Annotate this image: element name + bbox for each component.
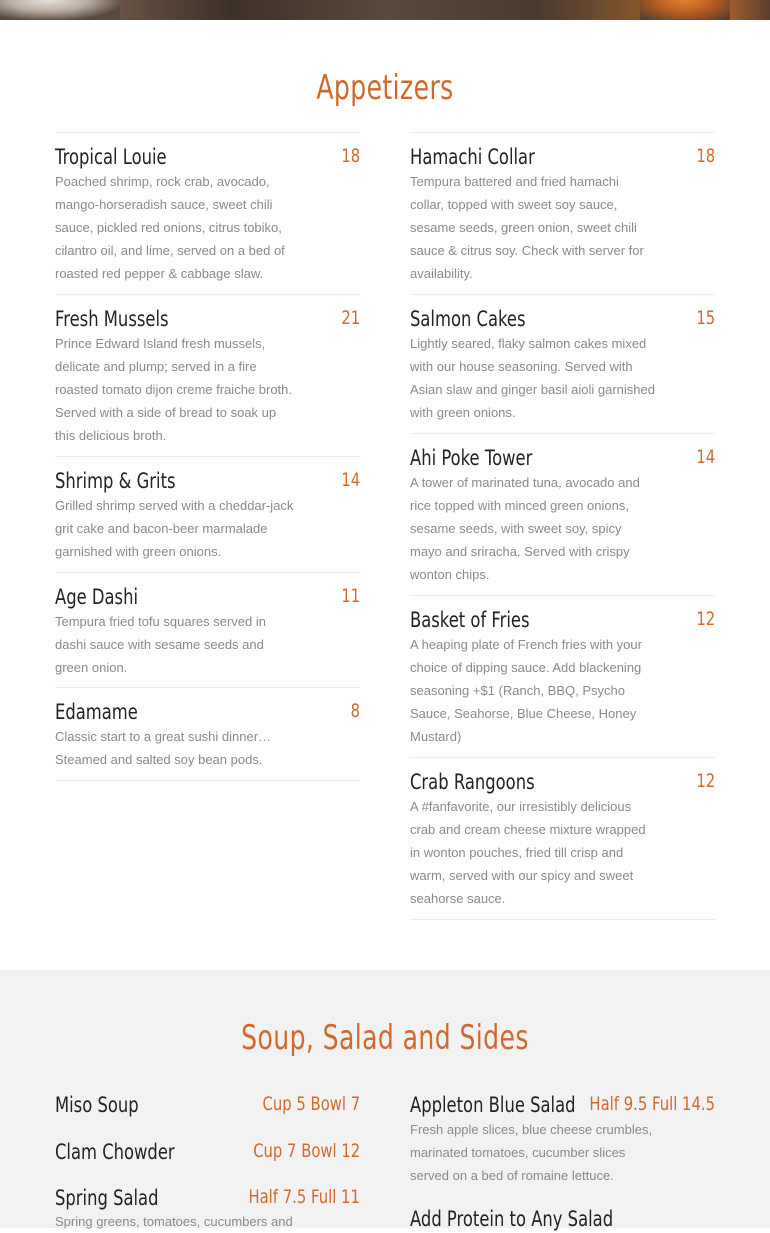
item-name: Appleton Blue Salad bbox=[410, 1093, 576, 1117]
item-name: Spring Salad bbox=[55, 1186, 159, 1210]
item-divider bbox=[410, 757, 715, 758]
item-divider bbox=[55, 572, 360, 573]
menu-item-add-protein bbox=[410, 1207, 715, 1231]
item-price: 8 bbox=[350, 700, 360, 722]
item-divider bbox=[410, 294, 715, 295]
item-price: 11 bbox=[341, 585, 360, 607]
item-name: Age Dashi bbox=[55, 585, 139, 609]
item-name: Ahi Poke Tower bbox=[410, 446, 533, 470]
hero-image-strip bbox=[0, 0, 770, 20]
item-price: Cup 5 Bowl 7 bbox=[262, 1093, 360, 1115]
appetizers-title: Appetizers bbox=[316, 68, 454, 108]
item-divider bbox=[410, 919, 715, 920]
item-name: Shrimp & Grits bbox=[55, 469, 176, 493]
menu-item-crab-rangoons bbox=[410, 757, 715, 919]
item-name: Basket of Fries bbox=[410, 608, 530, 632]
menu-item-appleton-blue-salad bbox=[410, 1093, 715, 1193]
item-divider bbox=[410, 132, 715, 133]
item-price: 12 bbox=[696, 770, 715, 792]
item-name: Add Protein to Any Salad bbox=[410, 1207, 614, 1231]
item-description: Tempura fried tofu squares served in dashi sauce with sesame seeds and green onion. bbox=[55, 614, 266, 676]
item-description: Grilled shrimp served with a cheddar-jack grit cake and bacon-beer marmalade garnished with green onions. bbox=[55, 498, 294, 560]
item-price: Half 9.5 Full 14.5 bbox=[589, 1093, 715, 1115]
item-divider bbox=[55, 132, 360, 133]
item-description: Spring greens, tomatoes, cucumbers and bbox=[55, 1214, 293, 1229]
hero-plate-image bbox=[0, 0, 120, 20]
item-description: Poached shrimp, rock crab, avocado, mango-horseradish sauce, sweet chili sauce, pickled red onions, citrus tobiko, cilantro oil, and lime, served on a bed of roasted red pepper & cabbage slaw. bbox=[55, 174, 285, 282]
item-divider bbox=[55, 687, 360, 688]
item-price: 18 bbox=[341, 145, 360, 167]
item-description: Tempura battered and fried hamachi collar, topped with sweet soy sauce, sesame seeds, green onion, sweet chili sauce & citrus soy. Check with server for availability. bbox=[410, 174, 644, 282]
menu-item-salmon-cakes bbox=[410, 294, 715, 433]
item-divider bbox=[410, 433, 715, 434]
item-price: Cup 7 Bowl 12 bbox=[252, 1140, 360, 1162]
item-name: Miso Soup bbox=[55, 1093, 139, 1117]
item-name: Hamachi Collar bbox=[410, 145, 535, 169]
item-name: Salmon Cakes bbox=[410, 307, 526, 331]
item-name: Crab Rangoons bbox=[410, 770, 535, 794]
menu-item-tropical-louie bbox=[55, 132, 360, 294]
item-price: 14 bbox=[696, 446, 715, 468]
item-price: 12 bbox=[696, 608, 715, 630]
item-name: Fresh Mussels bbox=[55, 307, 169, 331]
item-divider bbox=[55, 294, 360, 295]
item-price: 14 bbox=[341, 469, 360, 491]
item-description: Prince Edward Island fresh mussels, delicate and plump; served in a fire roasted tomato dijon creme fraiche broth. Served with a side of bread to soak up this delicious broth. bbox=[55, 336, 293, 444]
soup-salad-title: Soup, Salad and Sides bbox=[241, 1018, 529, 1058]
item-description: Fresh apple slices, blue cheese crumbles, marinated tomatoes, cucumber slices served on a bed of romaine lettuce. bbox=[410, 1122, 653, 1184]
item-price: 21 bbox=[341, 307, 360, 329]
item-divider bbox=[410, 595, 715, 596]
menu-item-spring-salad bbox=[55, 1186, 360, 1228]
item-description: A #fanfavorite, our irresistibly delicious crab and cream cheese mixture wrapped in wonton pouches, fried till crisp and warm, served with our spicy and sweet seahorse sauce. bbox=[410, 799, 646, 907]
item-divider bbox=[55, 456, 360, 457]
item-divider bbox=[55, 780, 360, 781]
item-price: 15 bbox=[696, 307, 715, 329]
item-description: A tower of marinated tuna, avocado and rice topped with minced green onions, sesame seeds, with sweet soy, spicy mayo and sriracha. Served with crispy wonton chips. bbox=[410, 475, 640, 583]
menu-item-age-dashi bbox=[55, 572, 360, 687]
item-price: 18 bbox=[696, 145, 715, 167]
item-name: Tropical Louie bbox=[55, 145, 167, 169]
menu-item-edamame bbox=[55, 687, 360, 780]
menu-item-fresh-mussels bbox=[55, 294, 360, 456]
menu-item-ahi-poke-tower bbox=[410, 433, 715, 595]
item-name: Edamame bbox=[55, 700, 138, 724]
menu-item-shrimp-grits bbox=[55, 456, 360, 572]
item-price: Half 7.5 Full 11 bbox=[248, 1186, 360, 1208]
menu-item-clam-chowder bbox=[55, 1140, 360, 1180]
menu-item-basket-of-fries bbox=[410, 595, 715, 757]
item-description: A heaping plate of French fries with your choice of dipping sauce. Add blackening seasoning +$1 (Ranch, BBQ, Psycho Sauce, Seahorse, Blue Cheese, Honey Mustard) bbox=[410, 637, 642, 745]
item-name: Clam Chowder bbox=[55, 1140, 175, 1164]
menu-item-hamachi-collar bbox=[410, 132, 715, 294]
item-description: Lightly seared, flaky salmon cakes mixed with our house seasoning. Served with Asian slaw and ginger basil aioli garnished with green onions. bbox=[410, 336, 655, 421]
item-description: Classic start to a great sushi dinner… Steamed and salted soy bean pods. bbox=[55, 729, 272, 768]
menu-item-miso-soup bbox=[55, 1093, 360, 1133]
hero-food-image bbox=[640, 0, 730, 20]
